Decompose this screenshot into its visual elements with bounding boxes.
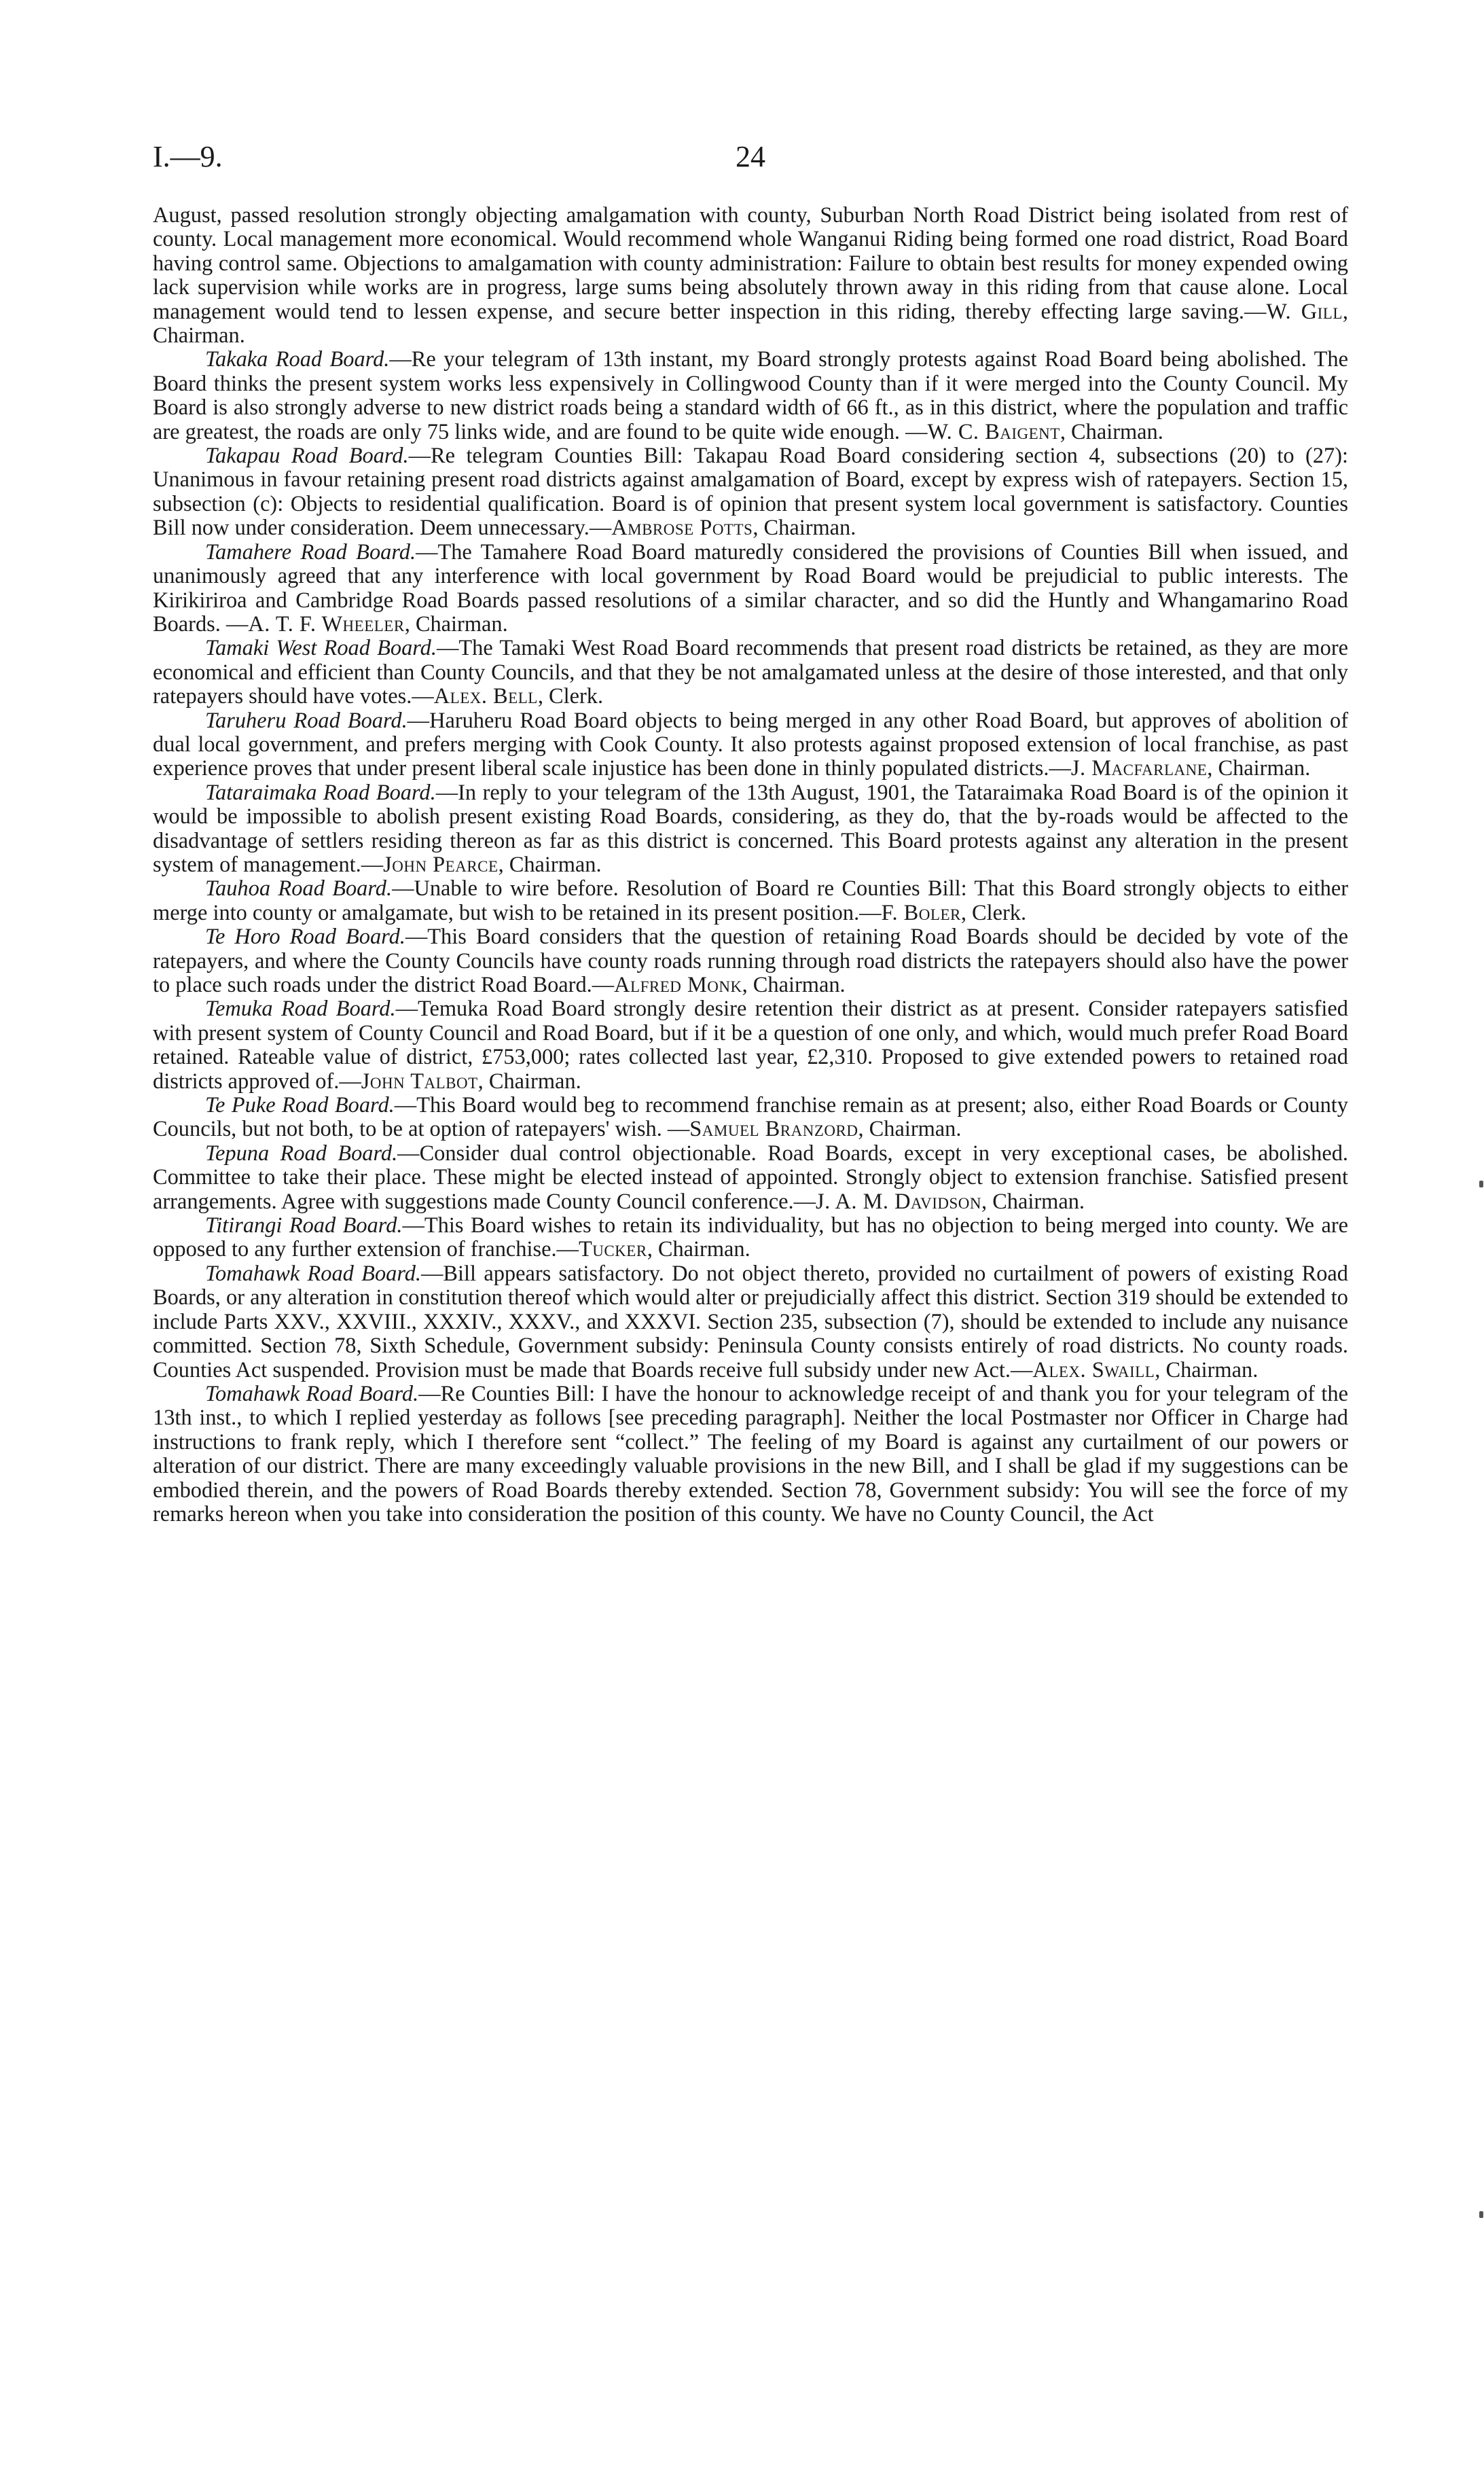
signatory: Samuel Branzord <box>689 1117 858 1142</box>
page-reference: I.—9. <box>153 140 223 173</box>
paragraph-text: —Unable to wire before. Resolution of Board re Counties Bill: That this Board strongly objects to either merge into county or amalgamate, but wish to be retained in its present position.— <box>153 876 1348 925</box>
board-name: Tamaki West Road Board. <box>205 636 437 661</box>
signatory-title: , Chairman. <box>858 1117 962 1142</box>
paragraph-titirangi <box>153 1214 1348 1262</box>
signatory: Alex. Swaill <box>1032 1357 1155 1382</box>
paragraph-text: —This Board wishes to retain its individuality, but has no objection to being merged into county. We are opposed to any further extension of franchise.— <box>153 1213 1348 1262</box>
signatory-title: , Chairman. <box>404 611 508 637</box>
paragraph-text: —Consider dual control objectionable. Road Boards, except in very exceptional cases, be abolished. Committee to take their place. These might be elected instead of appointed. Strongly object to extension franchise. Satisfied present arrangements. Agree with suggestions made County Council conference.— <box>153 1141 1348 1214</box>
board-name: Tataraimaka Road Board. <box>205 780 436 805</box>
signatory-title: , Clerk. <box>537 684 604 709</box>
scan-speck <box>1479 2211 1483 2218</box>
paragraph-tomahawk-1 <box>153 1262 1348 1382</box>
signatory-title: , Chairman. <box>153 299 1348 348</box>
board-name: Tomahawk Road Board. <box>205 1261 422 1286</box>
page-header <box>153 139 1348 180</box>
signatory-title: , Clerk. <box>960 900 1027 925</box>
signatory-title: , Chairman. <box>742 973 846 997</box>
signatory: Tucker <box>578 1237 647 1262</box>
signatory-title: , Chairman. <box>1207 756 1311 781</box>
signatory-title: , Chairman. <box>647 1237 750 1262</box>
paragraph-tamaki-west <box>153 637 1348 709</box>
signatory-title: , Chairman. <box>477 1069 581 1094</box>
signatory: A. T. F. Wheeler <box>248 611 405 637</box>
board-name: Temuka Road Board. <box>205 997 396 1022</box>
paragraph-continued <box>153 204 1348 348</box>
signatory-title: , Chairman. <box>498 852 602 877</box>
board-name: Taruheru Road Board. <box>205 708 408 733</box>
paragraph-text: —Re your telegram of 13th instant, my Board strongly protests against Road Board being abolished. The Board thinks the present system works less expensively in Collingwood County than if it were merged into the County Council. My Board is also strongly adverse to new district roads being a standard width of 66 ft., as in this district, where the population and traffic are greatest, the roads are only 75 links wide, and are found to be quite wide enough. — <box>153 347 1348 444</box>
signatory-title: , Chairman. <box>1060 419 1163 444</box>
paragraph-text: —Re telegram Counties Bill: Takapau Road Board considering section 4, subsections (20) to (27): Unanimous in favour retaining present road districts against amalgamation of Board, except by express wish of ratepayers. Section 15, subsection (c): Objects to residential qualification. Board is of opinion that present system local government is satisfactory. Counties Bill now under consideration. Deem unnecessary.— <box>153 444 1348 541</box>
signatory-title: , Chairman. <box>981 1189 1085 1214</box>
signatory: J. A. M. Davidson <box>815 1189 981 1214</box>
signatory: W. C. Baigent <box>927 419 1060 444</box>
signatory: Alfred Monk <box>614 973 742 997</box>
paragraph-text: —Haruheru Road Board objects to being merged in any other Road Board, but approves of abolition of dual local government, and prefers merging with Cook County. It also protests against proposed extension of local franchise, as past experience proves that under present liberal scale injustice has been done in thinly populated districts.— <box>153 708 1348 781</box>
paragraph-text: —This Board considers that the question of retaining Road Boards should be decided by vote of the ratepayers, and where the County Councils have county roads running through road districts the ratepayers should also have the power to place such roads under the district Road Board.— <box>153 925 1348 997</box>
signatory: Ambrose Potts <box>611 516 753 541</box>
board-name: Titirangi Road Board. <box>205 1213 403 1238</box>
paragraph-takapau <box>153 444 1348 541</box>
paragraph-tepuna <box>153 1142 1348 1214</box>
signatory: Alex. Bell <box>433 684 538 709</box>
paragraph-tauhoa <box>153 877 1348 925</box>
scan-speck <box>1479 1181 1483 1187</box>
paragraph-te-horo <box>153 925 1348 997</box>
board-name: Te Puke Road Board. <box>205 1093 395 1118</box>
signatory: John Talbot <box>361 1069 478 1094</box>
paragraph-text: —This Board would beg to recommend franchise remain as at present; also, either Road Boards or County Councils, but not both, to be at option of ratepayers' wish. — <box>153 1093 1348 1142</box>
paragraph-text: —In reply to your telegram of the 13th August, 1901, the Tataraimaka Road Board is of the opinion it would be impossible to abolish present existing Road Boards, considering, as they do, that the by-roads would be affected to the disadvantage of settlers residing thereon as far as this district is concerned. This Board protests against any alteration in the present system of management.— <box>153 780 1349 877</box>
signatory: W. Gill <box>1266 299 1343 324</box>
page-number: 24 <box>736 140 765 173</box>
board-name: Tauhoa Road Board. <box>205 876 393 901</box>
paragraph-tomahawk-2 <box>153 1382 1348 1526</box>
paragraph-text: —Bill appears satisfactory. Do not object thereto, provided no curtailment of powers of existing Road Boards, or any alteration in constitution thereof which would alter or prejudicially affect this district. Section 319 should be extended to include Parts XXV., XXVIII., XXXIV., XXXV., and XXXVI. Section 235, subsection (7), should be extended to include any nuisance committed. Section 78, Sixth Schedule, Government subsidy: Peninsula County consists entirely of road districts. No county roads. Counties Act suspended. Provision must be made that Boards receive full subsidy under new Act.— <box>153 1261 1348 1382</box>
paragraph-taruheru <box>153 709 1348 781</box>
signatory: J. Macfarlane <box>1070 756 1208 781</box>
paragraph-tamahere <box>153 541 1348 637</box>
board-name: Tomahawk Road Board. <box>205 1381 419 1406</box>
board-name: Tamahere Road Board. <box>205 539 416 565</box>
signatory-title: , Chairman. <box>753 516 856 541</box>
paragraph-text: —Re Counties Bill: I have the honour to acknowledge receipt of and thank you for your telegram of the 13th inst., to which I replied yesterday as follows [see preceding paragraph]. Neither the local Postmaster nor Officer in Charge had instructions to frank reply, which I therefore sent “collect.” The feeling of my Board is against any curtailment of our powers or alteration of our district. There are many exceedingly valuable provisions in the new Bill, and I shall be glad if my suggestions can be embodied therein, and the powers of Road Boards thereby extended. Section 78, Government subsidy: You will see the force of my remarks hereon when you take into consideration the position of this county. We have no County Council, the Act <box>153 1381 1349 1526</box>
board-name: Takapau Road Board. <box>205 444 409 469</box>
body-text <box>153 204 1348 1526</box>
paragraph-text: August, passed resolution strongly objecting amalgamation with county, Suburban North Road District being isolated from rest of county. Local management more economical. Would recommend whole Wanganui Riding being formed one road district, Road Board having control same. Objections to amalgamation with county administration: Failure to obtain best results for money expended owing lack supervision while works are in progress, large sums being absolutely thrown away in this riding from that cause alone. Local management would tend to lessen expense, and secure better inspection in this riding, thereby effecting large saving.— <box>153 203 1348 324</box>
paragraph-text: —The Tamaki West Road Board recommends that present road districts be retained, as they are more economical and efficient than County Councils, and that they be not amalgamated unless at the desire of those interested, and that only ratepayers should have votes.— <box>153 636 1348 709</box>
board-name: Takaka Road Board. <box>205 347 390 372</box>
signatory: F. Boler <box>881 900 961 925</box>
board-name: Te Horo Road Board. <box>205 925 405 950</box>
paragraph-te-puke <box>153 1094 1348 1142</box>
paragraph-text: —The Tamahere Road Board maturedly considered the provisions of Counties Bill when issued, and unanimously agreed that any interference with local government by Road Board would be prejudicial to public interests. The Kirikiriroa and Cambridge Road Boards passed resolutions of a similar character, and so did the Huntly and Whangamarino Road Boards. — <box>153 539 1348 637</box>
paragraph-tataraimaka <box>153 781 1348 878</box>
paragraph-takaka <box>153 348 1348 444</box>
signatory: John Pearce <box>383 852 499 877</box>
paragraph-temuka <box>153 997 1348 1094</box>
signatory-title: , Chairman. <box>1155 1357 1259 1382</box>
paragraph-text: —Temuka Road Board strongly desire retention their district as at present. Consider ratepayers satisfied with present system of County Council and Road Board, but if it be a question of one only, and which, would much prefer Road Board retained. Rateable value of district, £753,000; rates collected last year, £2,310. Proposed to give extended powers to retained road districts approved of.— <box>153 997 1349 1094</box>
board-name: Tepuna Road Board. <box>205 1141 398 1166</box>
